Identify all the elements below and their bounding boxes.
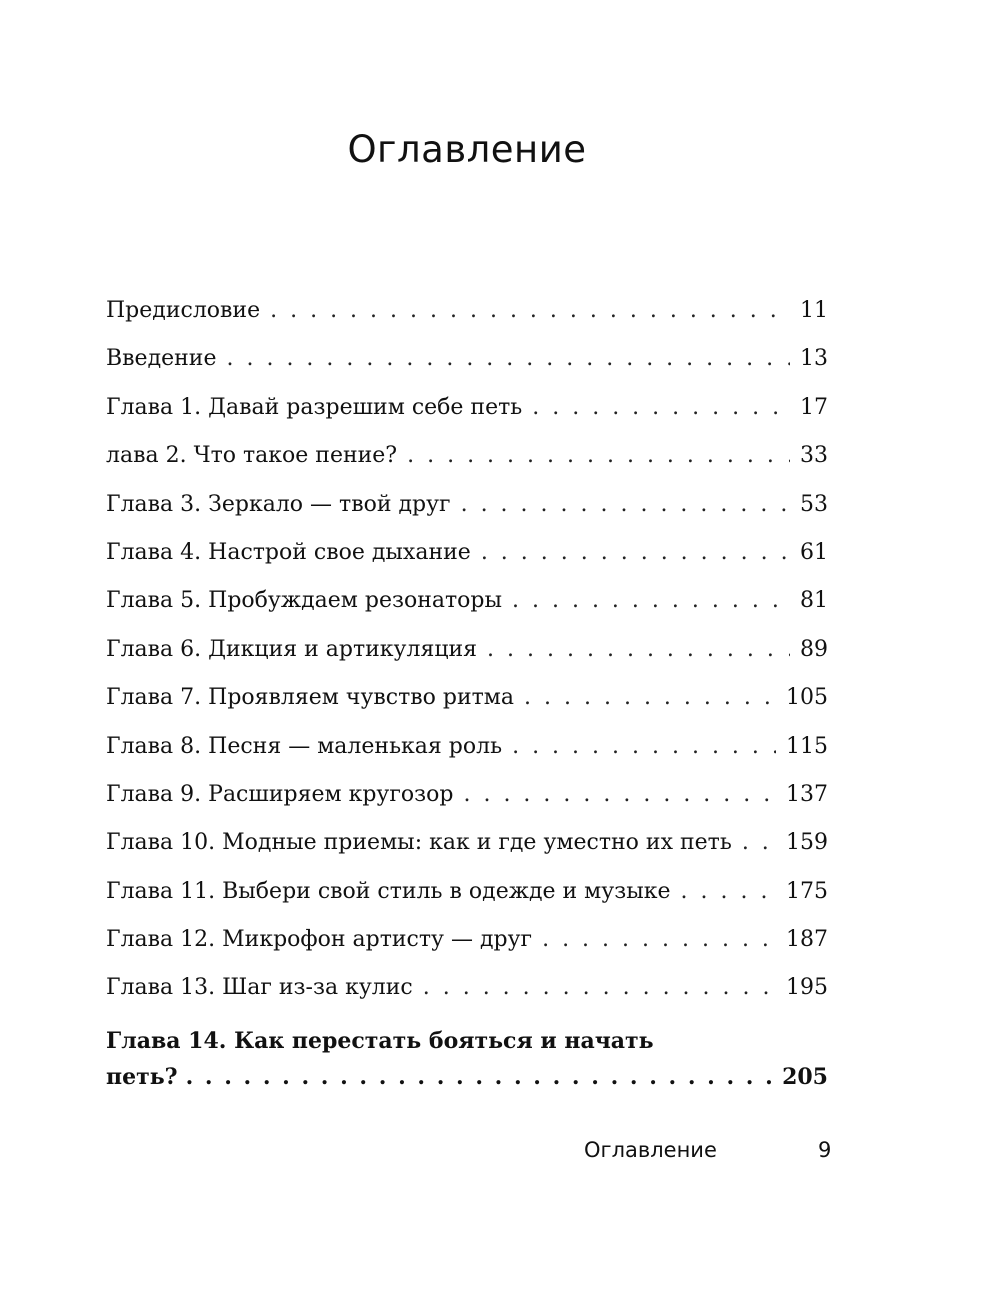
toc-dot-leader — [407, 443, 790, 468]
toc-entry-chapter-2[interactable] — [106, 443, 828, 491]
toc-dot-leader — [461, 492, 790, 517]
toc-entry-title-line-2: петь? — [106, 1063, 178, 1090]
toc-entry-title: Глава 12. Микрофон артисту — друг — [106, 927, 533, 953]
toc-entry-page: 11 — [800, 298, 828, 323]
toc-entry-title: Глава 3. Зеркало — твой друг — [106, 491, 451, 517]
toc-dot-leader — [681, 879, 776, 904]
page-number: 9 — [818, 1138, 832, 1162]
toc-entry-chapter-9[interactable] — [106, 782, 828, 830]
table-of-contents — [106, 298, 828, 1090]
toc-entry-preface[interactable] — [106, 298, 828, 346]
toc-entry-title: Введение — [106, 346, 217, 372]
toc-entry-chapter-3[interactable] — [106, 492, 828, 540]
toc-entry-page: 13 — [800, 346, 828, 372]
page-title: Оглавление — [347, 128, 587, 171]
toc-entry-page: 195 — [786, 975, 828, 1001]
toc-dot-leader — [532, 395, 790, 420]
toc-entry-title: Глава 9. Расширяем кругозор — [106, 781, 454, 807]
page-footer — [0, 1138, 986, 1168]
toc-entry-page: 115 — [786, 733, 828, 759]
toc-entry-chapter-13[interactable] — [106, 975, 828, 1023]
toc-entry-chapter-5[interactable] — [106, 588, 828, 636]
toc-entry-title: Глава 4. Настрой свое дыхание — [106, 539, 471, 565]
toc-dot-leader — [481, 540, 790, 565]
toc-entry-introduction[interactable] — [106, 346, 828, 394]
toc-entry-title: Глава 6. Дикция и артикуляция — [106, 636, 478, 662]
toc-entry-chapter-1[interactable] — [106, 395, 828, 443]
toc-entry-chapter-7[interactable] — [106, 685, 828, 733]
toc-entry-title: Глава 5. Пробуждаем резонаторы — [106, 588, 502, 614]
toc-entry-page: 33 — [800, 443, 828, 469]
toc-entry-page: 81 — [800, 588, 828, 614]
toc-entry-page: 17 — [800, 394, 828, 420]
toc-entry-chapter-10[interactable] — [106, 830, 828, 878]
toc-dot-leader — [423, 975, 776, 1000]
toc-entry-title: Глава 11. Выбери свой стиль в одежде и музыке — [106, 878, 671, 904]
toc-entry-title: Глава 7. Проявляем чувство ритма — [106, 685, 515, 711]
toc-entry-page: 89 — [800, 636, 828, 662]
toc-entry-chapter-4[interactable] — [106, 540, 828, 588]
toc-entry-title: Глава 13. Шаг из-за кулис — [106, 975, 413, 1001]
toc-dot-leader — [512, 588, 790, 613]
toc-entry-chapter-11[interactable] — [106, 879, 828, 927]
toc-entry-title: Предисловие — [106, 298, 261, 323]
toc-entry-title: лава 2. Что такое пение? — [106, 443, 398, 469]
toc-entry-page: 137 — [786, 781, 828, 807]
toc-dot-leader — [742, 830, 776, 855]
toc-dot-leader — [524, 685, 776, 710]
toc-entry-chapter-12[interactable] — [106, 927, 828, 975]
toc-entry-chapter-8[interactable] — [106, 734, 828, 782]
toc-entry-title: Глава 1. Давай разрешим себе петь — [106, 394, 523, 420]
toc-dot-leader — [542, 927, 776, 952]
toc-entry-page: 105 — [786, 685, 828, 711]
toc-entry-title-line-1: Глава 14. Как перестать бояться и начать — [106, 1027, 654, 1054]
toc-entry-chapter-6[interactable] — [106, 637, 828, 685]
toc-dot-leader — [463, 782, 776, 807]
toc-entry-chapter-14[interactable] — [106, 1028, 828, 1090]
toc-entry-page: 61 — [800, 539, 828, 565]
toc-entry-title: Глава 10. Модные приемы: как и где уместно их петь — [106, 830, 732, 856]
toc-entry-page: 53 — [800, 491, 828, 517]
running-head: Оглавление — [584, 1138, 717, 1162]
toc-dot-leader — [270, 298, 790, 323]
toc-dot-leader — [186, 1064, 775, 1090]
toc-entry-page: 159 — [786, 830, 828, 856]
toc-entry-page: 175 — [786, 878, 828, 904]
toc-entry-title: Глава 8. Песня — маленькая роль — [106, 733, 503, 759]
toc-dot-leader — [226, 346, 790, 371]
toc-dot-leader — [487, 637, 790, 662]
toc-dot-leader — [512, 734, 776, 759]
toc-entry-page: 187 — [786, 927, 828, 953]
toc-entry-page: 205 — [782, 1063, 828, 1090]
